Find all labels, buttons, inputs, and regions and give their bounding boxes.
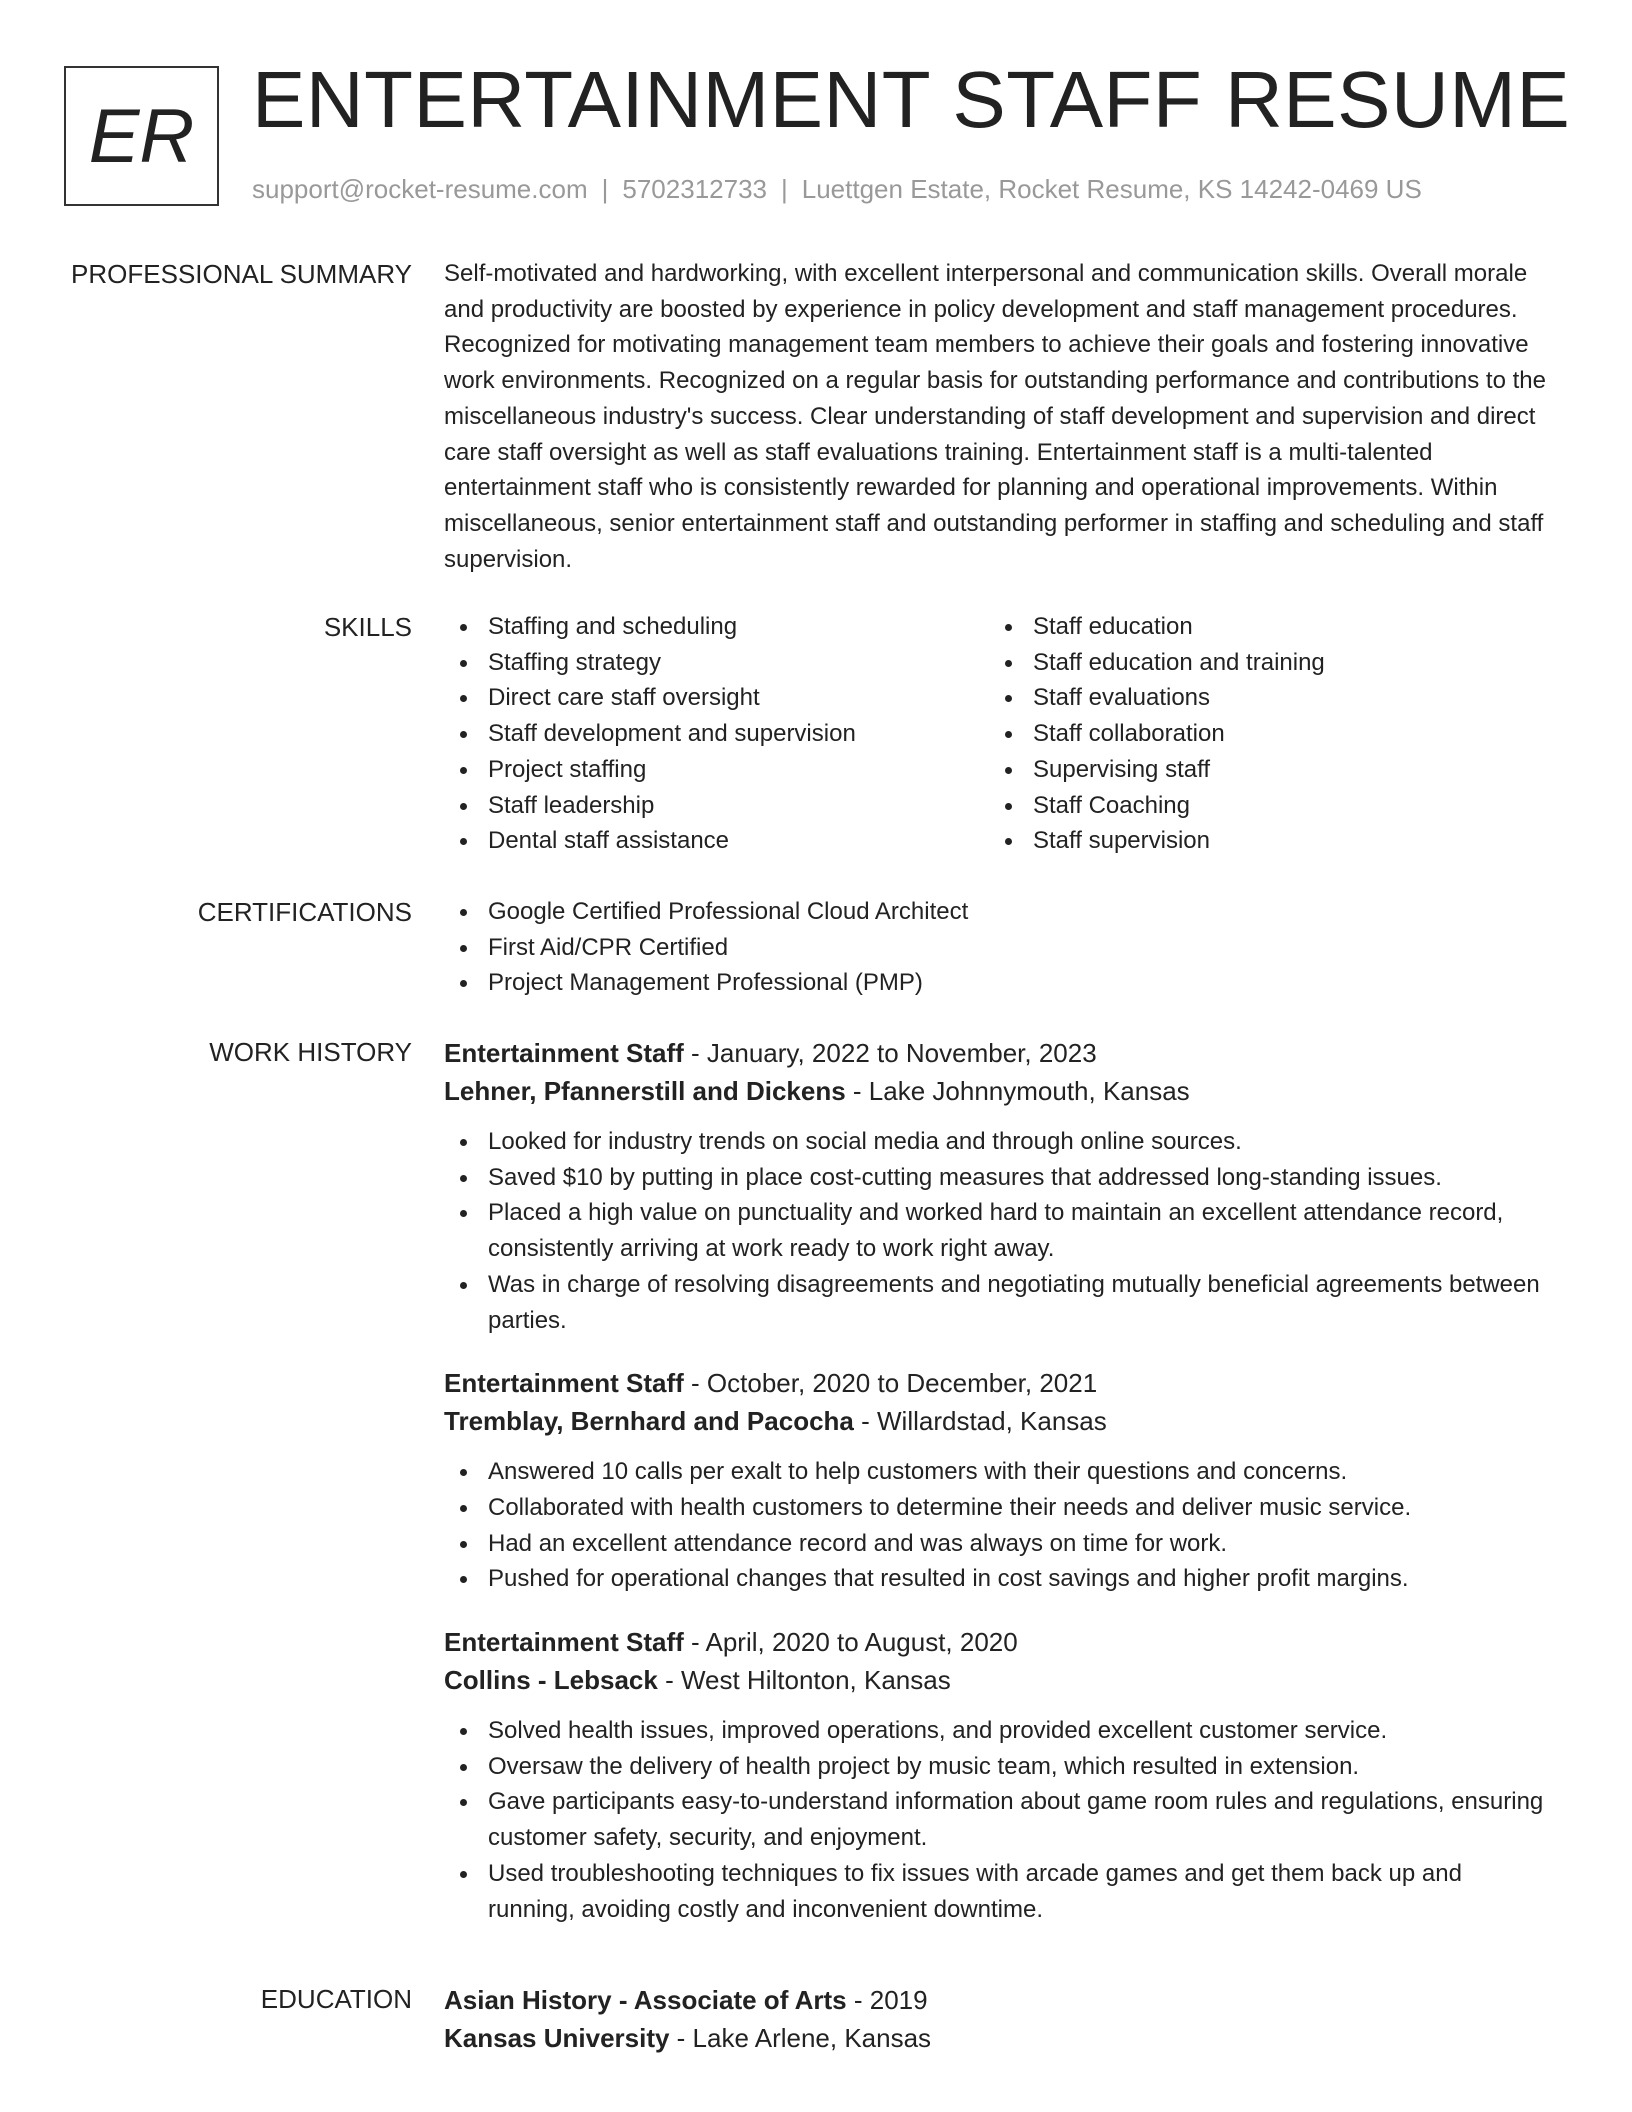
skills-list-left [444, 609, 989, 859]
skill-item: Project staffing [444, 752, 989, 788]
job-duty: Oversaw the delivery of health project by music team, which resulted in extension. [444, 1749, 1554, 1785]
job-title: Entertainment Staff [444, 1368, 684, 1399]
skill-item: Staff development and supervision [444, 716, 989, 752]
skill-item: Staff supervision [989, 823, 1534, 859]
degree-line [444, 1981, 1554, 2019]
school-line [444, 2019, 1554, 2057]
skill-item: Supervising staff [989, 752, 1534, 788]
certification-item: First Aid/CPR Certified [444, 930, 1554, 966]
job-duty: Had an excellent attendance record and was always on time for work. [444, 1526, 1554, 1562]
skill-item: Staffing and scheduling [444, 609, 989, 645]
contact-separator: | [601, 174, 609, 204]
contact-phone[interactable]: 5702312733 [622, 174, 767, 204]
section-label-certifications: CERTIFICATIONS [197, 897, 412, 927]
company-location: - West Hiltonton, Kansas [657, 1665, 951, 1696]
job-title-line [444, 1623, 1554, 1661]
degree-year: - 2019 [846, 1985, 928, 2015]
contact-separator: | [781, 174, 788, 204]
job-duty: Saved $10 by putting in place cost-cutting measures that addressed long-standing issues. [444, 1160, 1554, 1196]
job-dates: - April, 2020 to August, 2020 [683, 1627, 1018, 1658]
job-duty: Gave participants easy-to-understand information about game room rules and regulations, ensuring customer safety, security, and enjoyment. [444, 1784, 1554, 1855]
company-name: Lehner, Pfannerstill and Dickens [444, 1076, 846, 1106]
skill-item: Staff education [989, 609, 1534, 645]
job-dates: - January, 2022 to November, 2023 [683, 1038, 1097, 1068]
section-label-summary: PROFESSIONAL SUMMARY [71, 259, 412, 289]
job-duty: Collaborated with health customers to determine their needs and deliver music service. [444, 1490, 1554, 1526]
job-duty: Pushed for operational changes that resulted in cost savings and higher profit margins. [444, 1561, 1554, 1597]
company-name: Collins - Lebsack [444, 1665, 658, 1696]
certification-item: Google Certified Professional Cloud Architect [444, 894, 1554, 930]
job-duty: Answered 10 calls per exalt to help customers with their questions and concerns. [444, 1454, 1554, 1490]
school-location: - Lake Arlene, Kansas [669, 2023, 932, 2053]
school-name: Kansas University [444, 2023, 670, 2053]
job-entry [444, 1364, 1554, 1597]
job-dates: - October, 2020 to December, 2021 [683, 1368, 1098, 1399]
skill-item: Staff evaluations [989, 680, 1534, 716]
contact-line [252, 174, 1422, 205]
contact-address: Luettgen Estate, Rocket Resume, KS 14242-0469 US [801, 174, 1422, 204]
degree-name: Asian History - Associate of Arts [444, 1985, 847, 2015]
certification-item: Project Management Professional (PMP) [444, 965, 1554, 1001]
job-duties-list [444, 1124, 1554, 1338]
job-title: Entertainment Staff [444, 1038, 684, 1068]
job-title: Entertainment Staff [444, 1627, 684, 1658]
job-duty: Was in charge of resolving disagreements and negotiating mutually beneficial agreements between parties. [444, 1267, 1554, 1338]
company-line [444, 1402, 1554, 1440]
job-entry [444, 1623, 1554, 1927]
company-line [444, 1072, 1554, 1110]
certifications-list [444, 894, 1554, 1001]
skill-item: Dental staff assistance [444, 823, 989, 859]
skill-item: Staff collaboration [989, 716, 1534, 752]
company-location: - Lake Johnnymouth, Kansas [845, 1076, 1190, 1106]
skill-item: Staff leadership [444, 788, 989, 824]
job-title-line [444, 1364, 1554, 1402]
company-name: Tremblay, Bernhard and Pacocha [444, 1406, 854, 1437]
section-label-work-history: WORK HISTORY [209, 1037, 412, 1067]
job-entry [444, 1034, 1554, 1338]
contact-email[interactable]: support@rocket-resume.com [252, 174, 588, 204]
job-duty: Looked for industry trends on social media and through online sources. [444, 1124, 1554, 1160]
company-line [444, 1661, 1554, 1699]
skills-list-right [989, 609, 1534, 859]
skill-item: Staff Coaching [989, 788, 1534, 824]
job-duties-list [444, 1454, 1554, 1597]
monogram-logo: ER [64, 66, 219, 206]
job-duty: Solved health issues, improved operations, and provided excellent customer service. [444, 1713, 1554, 1749]
section-label-skills: SKILLS [323, 612, 412, 642]
skill-item: Staffing strategy [444, 645, 989, 681]
section-label-education: EDUCATION [260, 1984, 412, 2014]
job-title-line [444, 1034, 1554, 1072]
resume-title: ENTERTAINMENT STAFF RESUME [252, 55, 1571, 144]
job-duties-list [444, 1713, 1554, 1927]
job-duty: Used troubleshooting techniques to fix issues with arcade games and get them back up and running, avoiding costly and inconvenient downtime. [444, 1856, 1554, 1927]
summary-text: Self-motivated and hardworking, with excellent interpersonal and communication skills. Overall morale and productivity are boosted by experience in policy development and staff management procedures. Recognized for motivating management team members to achieve their goals and fostering innovative work environments. Recognized on a regular basis for outstanding performance and contributions to the miscellaneous industry's success. Clear understanding of staff development and supervision and direct care staff oversight as well as staff evaluations training. Entertainment staff is a multi-talented entertainment staff who is consistently rewarded for planning and operational improvements. Within miscellaneous, senior entertainment staff and outstanding performer in staffing and scheduling and staff supervision. [444, 260, 1546, 573]
skill-item: Direct care staff oversight [444, 680, 989, 716]
job-duty: Placed a high value on punctuality and worked hard to maintain an excellent attendance record, consistently arriving at work ready to work right away. [444, 1195, 1554, 1266]
skill-item: Staff education and training [989, 645, 1534, 681]
company-location: - Willardstad, Kansas [853, 1406, 1107, 1437]
